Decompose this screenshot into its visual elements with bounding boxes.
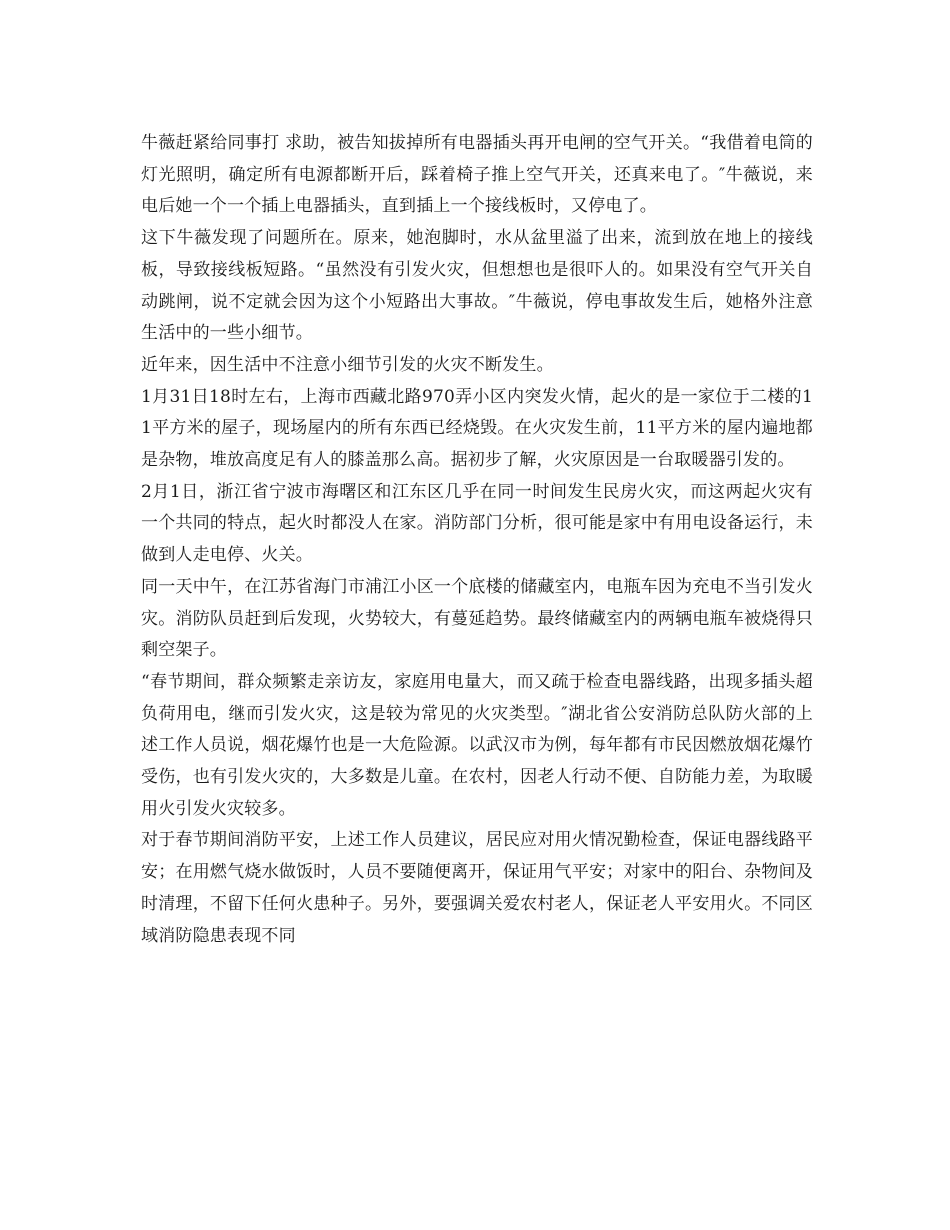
paragraph-4: 1月31日18时左右，上海市西藏北路970弄小区内突发火情，起火的是一家位于二楼的11平方米的屋子，现场屋内的所有东西已经烧毁。在火灾发生前，11平方米的屋内遍地都是杂物，堆放高度足有人的膝盖那么高。据初步了解，火灾原因是一台取暖器引发的。 xyxy=(141,386,813,471)
paragraph-6: 同一天中午，在江苏省海门市浦江小区一个底楼的储藏室内，电瓶车因为充电不当引发火灾。消防队员赶到后发现，火势较大，有蔓延趋势。最终储藏室内的两辆电瓶车被烧得只剩空架子。 xyxy=(141,576,813,661)
paragraph-3: 近年来，因生活中不注意小细节引发的火灾不断发生。 xyxy=(141,354,554,375)
document-body xyxy=(141,128,813,952)
paragraph-7: “春节期间，群众频繁走亲访友，家庭用电量大，而又疏于检查电器线路，出现多插头超负荷用电，继而引发火灾，这是较为常见的火灾类型。″湖北省公安消防总队防火部的上述工作人员说，烟花爆竹也是一大危险源。以武汉市为例，每年都有市民因燃放烟花爆竹受伤，也有引发火灾的，大多数是儿童。在农村，因老人行动不便、自防能力差，为取暖用火引发火灾较多。 xyxy=(141,671,813,819)
paragraph-1: 牛薇赶紧给同事打 求助，被告知拔掉所有电器插头再开电闸的空气开关。“我借着电筒的灯光照明，确定所有电源都断开后，踩着椅子推上空气开关，还真来电了。″牛薇说，来电后她一个一个插上电器插头，直到插上一个接线板时，又停电了。 xyxy=(141,133,813,217)
paragraph-8: 对于春节期间消防平安，上述工作人员建议，居民应对用火情况勤检查，保证电器线路平安；在用燃气烧水做饭时，人员不要随便离开，保证用气平安；对家中的阳台、杂物间及时清理，不留下任何火患种子。另外，要强调关爱农村老人，保证老人平安用火。不同区域消防隐患表现不同 xyxy=(141,830,813,946)
paragraph-5: 2月1日，浙江省宁波市海曙区和江东区几乎在同一时间发生民房火灾，而这两起火灾有一个共同的特点，起火时都没人在家。消防部门分析，很可能是家中有用电设备运行，未做到人走电停、火关。 xyxy=(141,481,813,566)
paragraph-2: 这下牛薇发现了问题所在。原来，她泡脚时，水从盆里溢了出来，流到放在地上的接线板，导致接线板短路。“虽然没有引发火灾，但想想也是很吓人的。如果没有空气开关自动跳闸，说不定就会因为这个小短路出大事故。″牛薇说，停电事故发生后，她格外注意生活中的一些小细节。 xyxy=(141,228,813,344)
